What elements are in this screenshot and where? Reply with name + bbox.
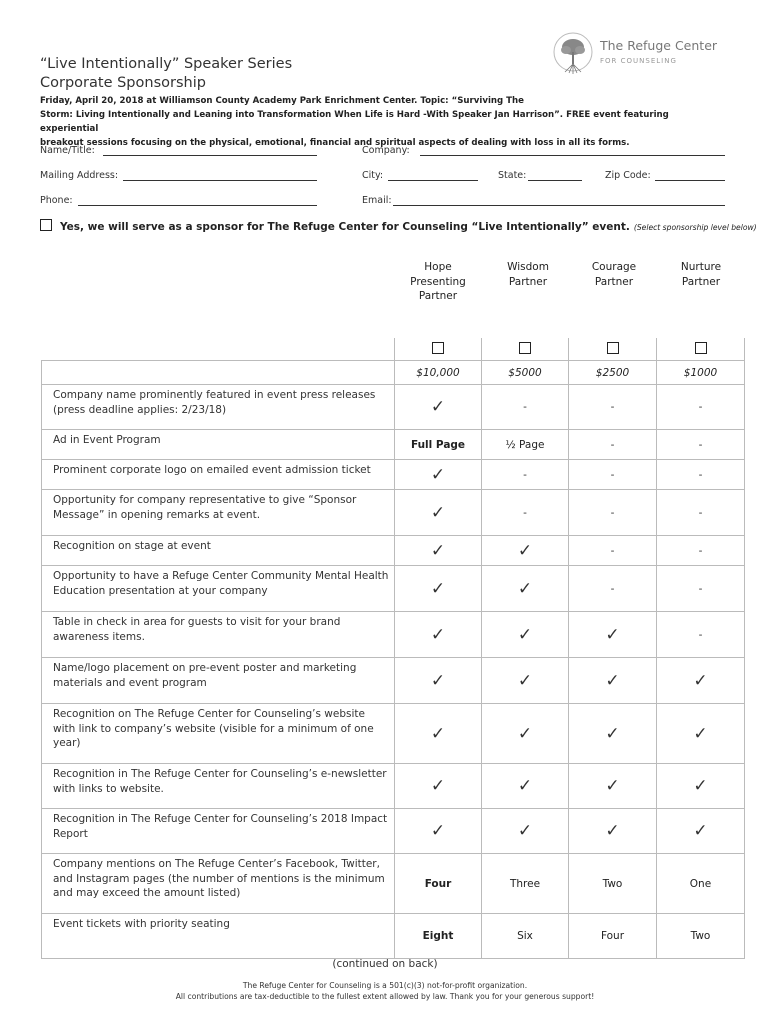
checkmark-icon: ✓ <box>693 723 708 744</box>
not-included-dash: - <box>698 401 703 413</box>
footer-line-1: The Refuge Center for Counseling is a 501(c)(3) not-for-profit organization. <box>242 981 528 990</box>
not-included-dash: - <box>523 468 527 481</box>
benefit-description: Event tickets with priority seating <box>42 914 395 959</box>
checkmark-icon: ✓ <box>605 670 620 691</box>
benefit-description: Opportunity for company representative to give “Sponsor Message” in opening remarks at event. <box>42 490 395 536</box>
phone-field[interactable] <box>78 205 317 206</box>
refuge-center-logo <box>553 30 723 80</box>
benefit-row <box>42 385 745 430</box>
name-title-field[interactable] <box>103 155 317 156</box>
benefit-level-cell <box>395 460 482 490</box>
benefit-level-cell <box>482 490 569 536</box>
continued-note: (continued on back) <box>332 958 438 970</box>
benefit-level-cell <box>657 809 745 854</box>
checkmark-icon: ✓ <box>605 821 620 841</box>
sponsorship-benefits-table <box>41 338 745 959</box>
benefit-level-cell <box>482 854 569 914</box>
benefit-row <box>42 536 745 566</box>
benefit-level-cell <box>657 430 745 460</box>
benefit-value: Six <box>517 930 533 942</box>
benefit-level-cell <box>482 612 569 658</box>
benefit-level-cell <box>395 764 482 809</box>
benefit-level-cell <box>569 490 657 536</box>
not-included-dash: - <box>698 544 703 557</box>
not-included-dash: - <box>610 401 615 413</box>
benefit-level-cell <box>657 658 745 704</box>
benefit-row <box>42 490 745 536</box>
city-label: City: <box>362 170 384 181</box>
not-included-dash: - <box>523 401 527 413</box>
checkmark-icon: ✓ <box>430 821 446 841</box>
city-field[interactable] <box>388 180 478 181</box>
checkmark-icon: ✓ <box>605 723 620 744</box>
mailing-address-label: Mailing Address: <box>40 170 119 181</box>
sponsor-checkbox[interactable] <box>40 219 52 231</box>
level-header-nurture <box>661 260 741 289</box>
benefit-level-cell <box>482 536 569 566</box>
state-label: State: <box>498 170 527 181</box>
benefit-level-cell <box>569 430 657 460</box>
benefit-row <box>42 764 745 809</box>
level-header-courage <box>574 260 654 289</box>
checkmark-icon: ✓ <box>517 624 533 645</box>
intro-line-2: Storm: Living Intentionally and Leaning into Transformation When Life is Hard -With Speaker Jan Harrison”. FREE event featuring experiential <box>40 110 669 134</box>
courage-level-checkbox[interactable] <box>607 342 619 354</box>
checkmark-icon: ✓ <box>517 540 533 561</box>
level-name: Partner <box>418 290 458 302</box>
benefit-value: Four <box>600 930 625 942</box>
price-wisdom: $5000 <box>508 366 542 379</box>
benefit-level-cell <box>569 385 657 430</box>
checkmark-icon: ✓ <box>430 502 446 523</box>
benefit-level-cell <box>657 385 745 430</box>
benefit-level-cell <box>395 658 482 704</box>
checkmark-icon: ✓ <box>517 670 533 691</box>
email-label: Email: <box>362 195 392 206</box>
benefit-row <box>42 658 745 704</box>
page-title <box>40 55 292 93</box>
benefit-level-cell <box>395 490 482 536</box>
checkmark-icon: ✓ <box>693 670 708 691</box>
email-field[interactable] <box>393 205 725 206</box>
level-name: Partner <box>681 275 721 288</box>
zip-code-label: Zip Code: <box>605 170 651 181</box>
level-name: Presenting <box>410 275 466 288</box>
level-name: Wisdom <box>507 261 549 273</box>
sponsor-confirmation <box>40 219 757 233</box>
not-included-dash: - <box>698 438 703 451</box>
level-header-hope <box>398 260 478 304</box>
level-header-wisdom <box>488 260 568 289</box>
benefit-level-cell <box>569 914 657 959</box>
benefit-level-cell <box>657 612 745 658</box>
company-label: Company: <box>362 145 410 156</box>
benefit-description: Recognition on The Refuge Center for Counseling’s website with link to company’s website (visible for a minimum of one year) <box>42 704 395 764</box>
benefit-level-cell <box>657 704 745 764</box>
benefit-level-cell <box>569 658 657 704</box>
nurture-level-checkbox[interactable] <box>695 342 707 354</box>
benefit-level-cell <box>657 914 745 959</box>
benefit-level-cell <box>657 566 745 612</box>
benefit-level-cell <box>569 809 657 854</box>
checkmark-icon: ✓ <box>693 776 708 796</box>
benefit-level-cell <box>482 460 569 490</box>
benefit-row <box>42 809 745 854</box>
price-row-blank <box>42 361 395 385</box>
benefit-row <box>42 430 745 460</box>
benefit-level-cell <box>395 612 482 658</box>
benefit-level-cell <box>569 460 657 490</box>
mailing-address-field[interactable] <box>123 180 317 181</box>
event-description <box>40 94 730 150</box>
benefit-description: Name/logo placement on pre-event poster and marketing materials and event program <box>42 658 395 704</box>
not-included-dash: - <box>610 582 615 595</box>
not-included-dash: - <box>610 506 615 519</box>
benefit-level-cell <box>395 914 482 959</box>
benefit-level-cell <box>482 764 569 809</box>
benefit-level-cell <box>569 612 657 658</box>
checkmark-icon: ✓ <box>430 578 446 599</box>
footer-line-2: All contributions are tax-deductible to the fullest extent allowed by law. Thank you for your generous support! <box>175 992 595 1001</box>
benefit-level-cell <box>395 854 482 914</box>
price-courage: $2500 <box>595 366 630 379</box>
hope-level-checkbox[interactable] <box>432 342 444 354</box>
not-included-dash: - <box>698 468 703 481</box>
checkmark-icon: ✓ <box>517 821 533 841</box>
benefit-level-cell <box>395 385 482 430</box>
benefit-row <box>42 612 745 658</box>
benefit-description: Table in check in area for guests to visit for your brand awareness items. <box>42 612 395 658</box>
footer <box>0 980 770 1002</box>
benefit-description: Recognition on stage at event <box>42 536 395 566</box>
benefit-value: Two <box>602 877 623 890</box>
benefit-value: Four <box>424 877 452 890</box>
benefit-level-cell <box>657 764 745 809</box>
checkmark-icon: ✓ <box>693 821 708 841</box>
zip-code-field[interactable] <box>655 180 725 181</box>
benefit-level-cell <box>395 566 482 612</box>
benefit-description: Ad in Event Program <box>42 430 395 460</box>
level-name: Courage <box>591 261 637 273</box>
checkmark-icon: ✓ <box>517 776 533 796</box>
checkmark-icon: ✓ <box>430 670 446 691</box>
intro-line-1: Friday, April 20, 2018 at Williamson County Academy Park Enrichment Center. Topic: “Surviving The <box>40 96 524 106</box>
checkmark-icon: ✓ <box>605 776 620 796</box>
benefit-level-cell <box>569 764 657 809</box>
checkmark-icon: ✓ <box>605 624 620 645</box>
not-included-dash: - <box>698 506 703 519</box>
not-included-dash: - <box>610 468 615 481</box>
benefit-level-cell <box>482 914 569 959</box>
not-included-dash: - <box>610 544 615 557</box>
name-title-label: Name/Title: <box>40 145 95 156</box>
benefit-level-cell <box>395 536 482 566</box>
benefit-value: Two <box>690 930 711 942</box>
benefit-level-cell <box>657 854 745 914</box>
benefit-level-cell <box>395 430 482 460</box>
benefit-level-cell <box>569 854 657 914</box>
benefit-row <box>42 914 745 959</box>
benefit-description: Recognition in The Refuge Center for Counseling’s 2018 Impact Report <box>42 809 395 854</box>
benefit-value: ½ Page <box>505 438 545 451</box>
benefit-value: Eight <box>422 930 454 942</box>
not-included-dash: - <box>698 582 703 595</box>
price-hope: $10,000 <box>416 366 460 379</box>
title-line-2: Corporate Sponsorship <box>40 75 206 91</box>
benefit-level-cell <box>482 809 569 854</box>
checkmark-icon: ✓ <box>430 624 446 645</box>
phone-label: Phone: <box>40 195 73 206</box>
benefit-row <box>42 704 745 764</box>
benefit-description: Recognition in The Refuge Center for Counseling’s e-newsletter with links to website. <box>42 764 395 809</box>
benefit-value: Full Page <box>410 438 466 451</box>
benefit-level-cell <box>482 704 569 764</box>
benefit-value: One <box>689 877 712 890</box>
benefit-level-cell <box>569 566 657 612</box>
benefit-level-cell <box>395 704 482 764</box>
price-nurture: $1000 <box>683 366 718 379</box>
checkmark-icon: ✓ <box>517 578 533 599</box>
state-field[interactable] <box>528 180 582 181</box>
title-line-1: “Live Intentionally” Speaker Series <box>40 56 293 72</box>
level-name: Partner <box>594 275 634 288</box>
benefit-description: Opportunity to have a Refuge Center Community Mental Health Education presentation at your company <box>42 566 395 612</box>
checkmark-icon: ✓ <box>430 540 446 561</box>
company-field[interactable] <box>420 155 725 156</box>
checkmark-icon: ✓ <box>430 397 446 417</box>
benefit-level-cell <box>657 536 745 566</box>
not-included-dash: - <box>698 628 703 641</box>
benefit-value: Three <box>509 877 541 890</box>
benefit-level-cell <box>482 385 569 430</box>
logo-name: The Refuge Center <box>600 38 718 53</box>
logo-subtitle: FOR COUNSELING <box>600 57 677 65</box>
checkmark-icon: ✓ <box>430 776 446 796</box>
not-included-dash: - <box>610 438 615 451</box>
benefit-row <box>42 460 745 490</box>
checkmark-icon: ✓ <box>430 723 446 744</box>
level-name: Hope <box>424 261 452 273</box>
wisdom-level-checkbox[interactable] <box>519 342 531 354</box>
not-included-dash: - <box>523 506 527 519</box>
sponsor-note: (Select sponsorship level below) <box>633 223 757 232</box>
benefit-description: Prominent corporate logo on emailed event admission ticket <box>42 460 395 490</box>
level-checkbox-row <box>42 338 745 361</box>
level-name: Nurture <box>680 261 722 273</box>
benefit-row <box>42 566 745 612</box>
checkmark-icon: ✓ <box>517 723 533 744</box>
benefit-level-cell <box>482 658 569 704</box>
benefit-level-cell <box>395 809 482 854</box>
tree-icon <box>553 30 593 76</box>
sponsor-text: Yes, we will serve as a sponsor for The Refuge Center for Counseling “Live Intentionally” event. <box>60 221 630 233</box>
benefit-level-cell <box>482 430 569 460</box>
checkmark-icon: ✓ <box>430 464 446 485</box>
price-row <box>42 361 745 385</box>
benefit-description: Company mentions on The Refuge Center’s Facebook, Twitter, and Instagram pages (the number of mentions is the minimum and may exceed the amount listed) <box>42 854 395 914</box>
benefit-level-cell <box>657 460 745 490</box>
benefit-level-cell <box>657 490 745 536</box>
level-name: Partner <box>508 275 548 288</box>
intro-line-3: breakout sessions focusing on the physical, emotional, financial and spiritual aspects of dealing with loss in all its forms. <box>40 138 630 148</box>
benefit-level-cell <box>569 704 657 764</box>
benefit-row <box>42 854 745 914</box>
benefit-description: Company name prominently featured in event press releases (press deadline applies: 2/23/18) <box>42 385 395 430</box>
benefit-level-cell <box>569 536 657 566</box>
benefit-level-cell <box>482 566 569 612</box>
